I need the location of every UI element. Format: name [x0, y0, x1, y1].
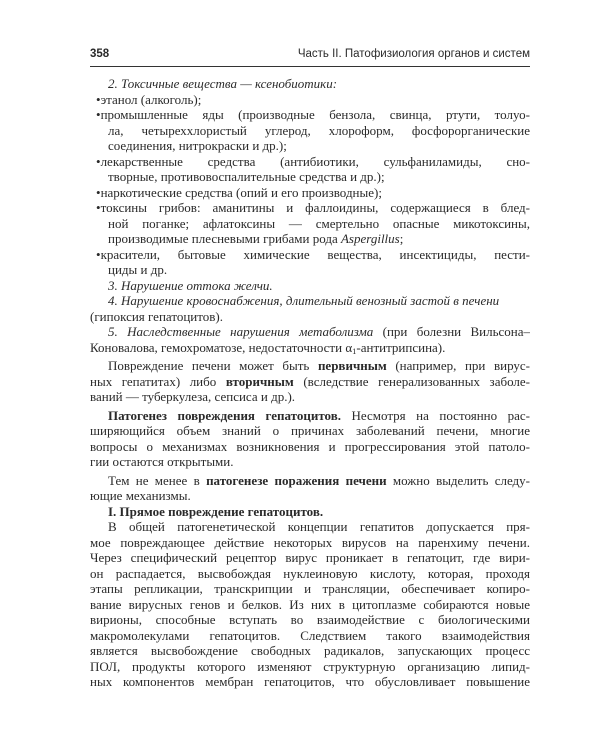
bullet-dyes: •красители, бытовые химические вещества, инсектициды, пести-: [96, 246, 530, 262]
paragraph-direct-damage: макромолекулами гепатоцитов. Следствием такого взаимодействия: [90, 627, 530, 643]
paragraph-direct-damage: вание вирусных генов и белков. Из них в цитоплазме собираются новые: [90, 596, 530, 612]
paragraph-mechanisms: Тем не менее в патогенезе поражения печени можно выделить следу-: [108, 472, 530, 488]
paragraph-damage-types: ных гепатитах) либо вторичным (вследствие генерализованных заболе-: [90, 373, 530, 389]
paragraph-direct-damage: В общей патогенетической концепции гепатитов допускается пря-: [108, 519, 530, 534]
list-item-3: 3. Нарушение оттока желчи.: [108, 277, 273, 293]
paragraph-direct-damage: вирионы, способные вступать во взаимодействие с биологическими: [90, 612, 530, 627]
paragraph-pathogenesis: ширяющийся объем знаний о причинах заболеваний печени, многие: [90, 423, 530, 438]
paragraph-direct-damage: он распадается, высвобождая нуклеиновую кислоту, которая, проходя: [90, 565, 530, 581]
paragraph-direct-damage: мое повреждающее действие некоторых вирусов на паренхиму печени.: [90, 534, 530, 550]
paragraph-damage-types: ваний — туберкулеза, сепсиса и др.).: [90, 389, 296, 404]
paragraph-direct-damage: ПОЛ, продукты которого изменяют структурную организацию липид-: [90, 658, 530, 674]
paragraph-damage-types: Повреждение печени может быть первичным (например, при вирус-: [108, 358, 530, 373]
paragraph-pathogenesis: Патогенез повреждения гепатоцитов. Несмотря на постоянно рас-: [108, 407, 530, 423]
bullet-drugs: •лекарственные средства (антибиотики, сульфаниламиды, сно-: [96, 153, 530, 169]
bullet-mushroom-toxins-cont: производимые плесневыми грибами рода Aspergillus;: [108, 231, 404, 246]
bullet-narcotics: •наркотические средства (опий и его производные);: [96, 184, 382, 200]
paragraph-direct-damage: Через специфический рецептор вирус проникает в гепатоцит, где вири-: [90, 550, 530, 565]
paragraph-direct-damage: ных компонентов мембран гепатоцитов, что обусловливает повышение: [90, 674, 530, 689]
list-item-5-cont: Коновалова, гемохроматозе, недостаточности $\alpha_1-антитрипсина$).: [90, 339, 446, 355]
list-item-4: 4. Нарушение кровоснабжения, длительный венозный застой в печени: [108, 293, 500, 308]
paragraph-direct-damage: этапы репликации, транскрипции и трансляции, обеспечивает копиро-: [90, 581, 530, 596]
paragraph-pathogenesis: вопросы о механизмах возникновения и прогрессирования этой патоло-: [90, 438, 530, 454]
paragraph-mechanisms: ющие механизмы.: [90, 488, 191, 503]
paragraph-pathogenesis: гии остаются открытыми.: [90, 454, 234, 469]
bullet-mushroom-toxins-cont: ной поганке; афлатоксины — смертельно опасные микотоксины,: [108, 215, 530, 231]
bullet-mushroom-toxins: •токсины грибов: аманитины и фаллоидины, содержащиеся в блед-: [96, 200, 530, 215]
page-body: [90, 76, 530, 690]
section-heading: I. Прямое повреждение гепатоцитов.: [108, 503, 324, 519]
bullet-ethanol: •этанол (алкоголь);: [96, 91, 202, 107]
list-item-2-title: 2. Токсичные вещества — ксенобиотики:: [108, 76, 338, 91]
bullet-industrial-poisons-cont: соединения, нитрокраски и др.);: [108, 138, 287, 153]
page-number: 358: [90, 48, 110, 60]
list-item-5: 5. Наследственные нарушения метаболизма (при болезни Вильсона–: [108, 324, 530, 339]
list-item-4-cont: (гипоксия гепатоцитов).: [90, 308, 223, 324]
bullet-dyes-cont: циды и др.: [108, 262, 168, 277]
paragraph-direct-damage: является высвобождение свободных радикалов, запускающих процесс: [90, 643, 530, 658]
running-header: [90, 48, 530, 67]
genus-name: Aspergillus: [340, 231, 400, 246]
bullet-industrial-poisons: •промышленные яды (производные бензола, свинца, ртути, толуо-: [96, 107, 530, 122]
bullet-drugs-cont: творные, противовоспалительные средства и др.);: [108, 169, 385, 184]
running-title: Часть II. Патофизиология органов и систем: [297, 48, 530, 60]
bullet-industrial-poisons-cont: ла, четыреххлористый углерод, хлороформ, фосфорорганические: [108, 122, 530, 138]
